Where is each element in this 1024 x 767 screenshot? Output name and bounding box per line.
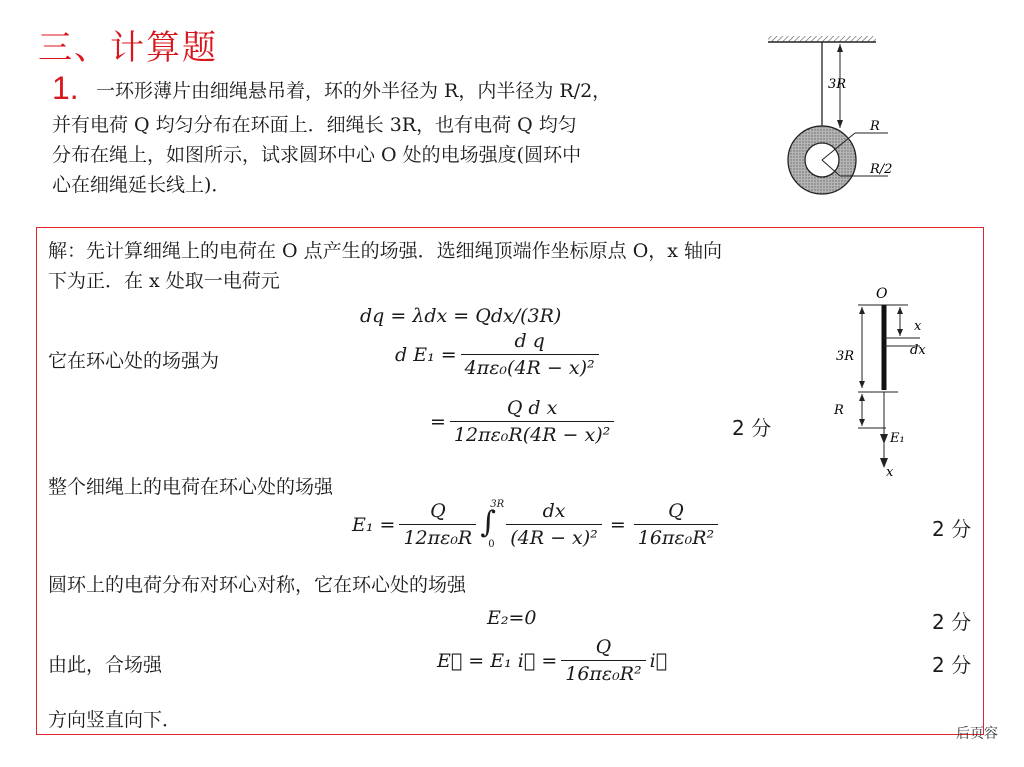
- ring-suspension-figure: [760, 30, 920, 210]
- dE1-denominator: 4πε₀(4R − x)²: [461, 354, 599, 379]
- label-R: R: [870, 119, 880, 134]
- integral-lower: 0: [488, 538, 495, 550]
- string-coordinate-figure: [828, 280, 928, 480]
- E1-frac1-den: 12πε₀R: [399, 524, 476, 549]
- E1-frac3-num: Q: [668, 500, 684, 522]
- conclusion: 方向竖直向下．: [48, 709, 182, 731]
- integral-upper: 3R: [490, 498, 505, 510]
- eq-dE1: [395, 330, 603, 379]
- E1-frac2-num: dx: [542, 500, 566, 522]
- eq-E1: [352, 500, 722, 549]
- fig-label-E1: E₁: [890, 431, 905, 446]
- E1-frac1-num: Q: [430, 500, 446, 522]
- dE1-form2-lhs: =: [430, 410, 446, 433]
- E1-equals: =: [609, 513, 626, 536]
- E-tail: i⃗: [649, 649, 668, 672]
- fig-label-dx: dx: [910, 343, 926, 358]
- question-line: 分布在绳上，如图所示，试求圆环中心 O 处的电场强度(圆环中: [52, 144, 582, 166]
- score-4: 2 分: [932, 653, 972, 677]
- label-3R: 3R: [828, 77, 847, 92]
- dE1-numerator: d q: [514, 330, 545, 352]
- dE1-lhs: d E₁ =: [395, 343, 457, 366]
- question-text-block: [52, 110, 581, 200]
- question-line: 心在细绳延长线上)．: [52, 174, 231, 196]
- label-dE: 它在环心处的场强为: [48, 350, 220, 372]
- E1-frac1: [399, 500, 476, 549]
- E-frac-den: 16πε₀R²: [561, 660, 645, 685]
- fig-label-R: R: [834, 403, 844, 418]
- question-line: 一环形薄片由细绳悬吊着，环的外半径为 R，内半径为 R/2，: [96, 80, 612, 102]
- question-line: 并有电荷 Q 均匀分布在环面上．细绳长 3R，也有电荷 Q 均匀: [52, 114, 577, 136]
- eq-dq: dq = λdx = Qdx/(3R): [360, 305, 562, 327]
- eq-E: [437, 636, 667, 685]
- E1-frac2-den: (4R − x)²: [506, 524, 602, 549]
- E1-frac3-den: 16πε₀R²: [634, 524, 718, 549]
- E-frac: [561, 636, 645, 685]
- fig-label-x: x: [914, 319, 922, 334]
- E1-frac3: [634, 500, 718, 549]
- question-text: [96, 76, 611, 106]
- footer-text: 后页容: [956, 726, 998, 742]
- eq-dE1-form2: [430, 397, 618, 446]
- integral-sign: ∫: [480, 504, 496, 540]
- label-R2: R/2: [870, 162, 893, 177]
- dE1-form2-denominator: 12πε₀R(4R − x)²: [450, 421, 614, 446]
- dE1-form2-numerator: Q d x: [506, 397, 558, 419]
- score-1: 2 分: [732, 416, 772, 440]
- label-E2: 圆环上的电荷分布对环心对称，它在环心处的场强: [48, 574, 467, 596]
- fig-label-3R: 3R: [836, 349, 855, 364]
- eq-E2: E₂=0: [487, 607, 537, 629]
- label-E: 由此，合场强: [48, 654, 163, 676]
- E1-lhs: E₁ =: [352, 513, 396, 536]
- integral: [480, 498, 505, 550]
- ceiling: [768, 36, 876, 42]
- dE1-fraction: [461, 330, 599, 379]
- question-number: 1.: [52, 70, 79, 106]
- score-2: 2 分: [932, 517, 972, 541]
- score-3: 2 分: [932, 610, 972, 634]
- E-lhs: E⃗ = E₁ i⃗ =: [437, 649, 558, 672]
- dE1-form2-fraction: [450, 397, 614, 446]
- solution-line-2: 下为正．在 x 处取一电荷元: [48, 270, 280, 292]
- solution-line-1: 解：先计算细绳上的电荷在 O 点产生的场强．选细绳顶端作坐标原点 O，x 轴向: [48, 240, 723, 262]
- section-title: 三、计算题: [38, 28, 218, 68]
- E1-frac2: [506, 500, 602, 549]
- fig-label-O: O: [876, 286, 888, 302]
- fig-label-x-axis: x: [886, 465, 894, 480]
- label-E1: 整个细绳上的电荷在环心处的场强: [48, 476, 334, 498]
- E-frac-num: Q: [595, 636, 612, 658]
